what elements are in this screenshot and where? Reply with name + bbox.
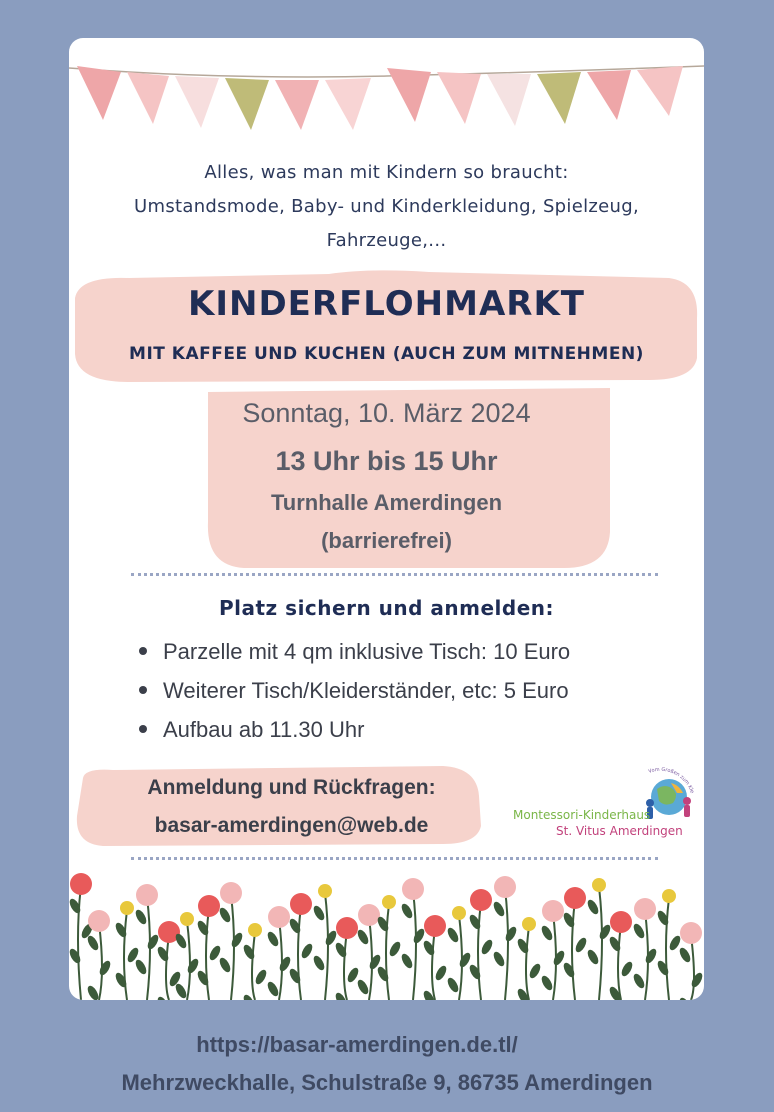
- logo-location: St. Vitus Amerdingen: [556, 824, 683, 838]
- flower-meadow-decoration: [69, 868, 704, 1000]
- bullet-icon: [139, 647, 147, 655]
- list-item-text: Aufbau ab 11.30 Uhr: [163, 717, 365, 742]
- signup-heading: Platz sichern und anmelden:: [218, 596, 555, 620]
- contact-email[interactable]: basar-amerdingen@web.de: [154, 814, 429, 837]
- list-item-text: Weiterer Tisch/Kleiderständer, etc: 5 Euro: [163, 678, 569, 703]
- bullet-icon: [139, 725, 147, 733]
- list-item: [139, 671, 570, 710]
- contact-label: Anmeldung und Rückfragen:: [147, 776, 436, 799]
- website-link[interactable]: https://basar-amerdingen.de.tl/: [196, 1032, 518, 1057]
- event-title: KINDERFLOHMARKT: [188, 284, 585, 324]
- intro-text: [69, 156, 704, 258]
- flyer-card: [69, 38, 704, 1000]
- dotted-divider: [131, 573, 658, 576]
- list-item: [139, 632, 570, 671]
- event-date: Sonntag, 10. März 2024: [242, 398, 531, 428]
- event-venue: Turnhalle Amerdingen: [270, 490, 503, 515]
- list-item-text: Parzelle mit 4 qm inklusive Tisch: 10 Euro: [163, 639, 571, 664]
- signup-list: [139, 632, 570, 749]
- bullet-icon: [139, 686, 147, 694]
- logo-arc-text: Vom Großen zum Kle: [647, 766, 695, 795]
- event-time: 13 Uhr bis 15 Uhr: [275, 446, 498, 476]
- list-item: [139, 710, 570, 749]
- intro-line-1: Alles, was man mit Kindern so braucht:: [204, 162, 569, 183]
- logo-name: Montessori-Kinderhaus: [513, 808, 651, 822]
- intro-line-2: Umstandsmode, Baby- und Kinderkleidung, Spielzeug,: [134, 196, 639, 217]
- event-subtitle: MIT KAFFEE UND KUCHEN (AUCH ZUM MITNEHMEN): [129, 344, 644, 364]
- address: Mehrzweckhalle, Schulstraße 9, 86735 Amerdingen: [121, 1070, 653, 1095]
- dotted-divider: [131, 857, 658, 860]
- event-access: (barrierefrei): [321, 528, 452, 553]
- bunting-decoration: [69, 58, 704, 158]
- intro-line-3: Fahrzeuge,...: [326, 230, 447, 251]
